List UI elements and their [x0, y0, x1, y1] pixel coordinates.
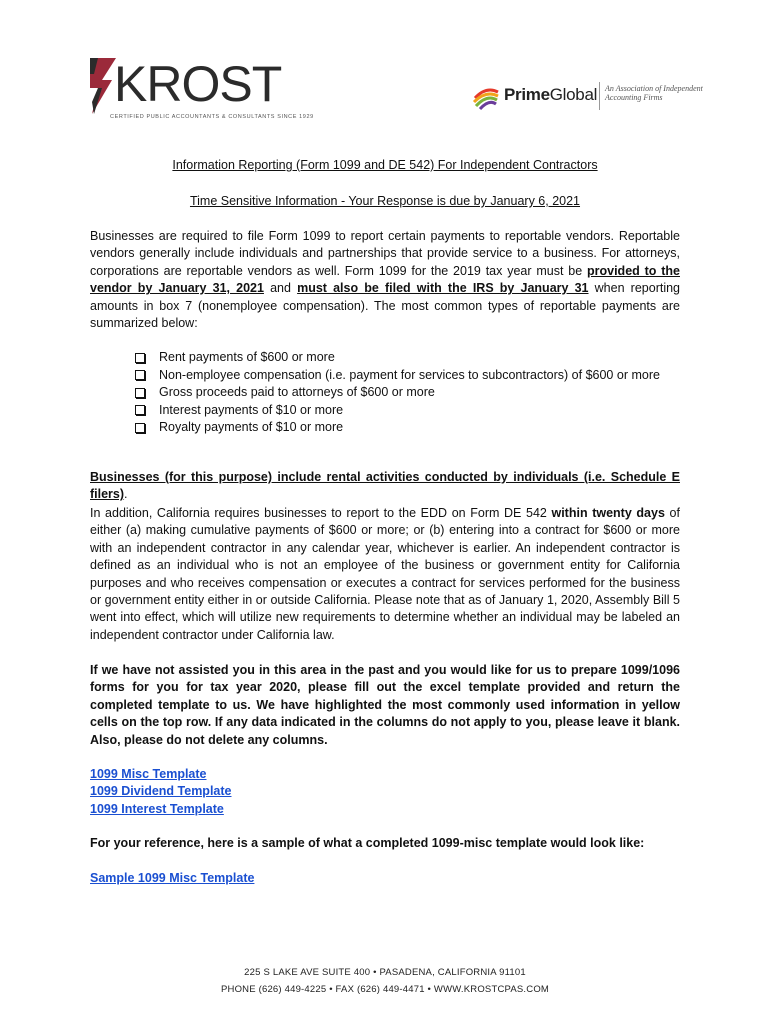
- checkbox-icon: [135, 370, 145, 380]
- primeglobal-divider: [599, 82, 600, 110]
- vendor-deadline: provided to the vendor by January 31, 2021: [90, 263, 680, 296]
- list-item: Gross proceeds paid to attorneys of $600 or more: [135, 384, 695, 402]
- footer-address: 225 S LAKE AVE SUITE 400 • PASADENA, CALIFORNIA 91101: [244, 967, 526, 978]
- list-item: Interest payments of $10 or more: [135, 402, 695, 420]
- link-1099-dividend-template[interactable]: 1099 Dividend Template: [90, 784, 232, 798]
- document-subtitle: Time Sensitive Information - Your Response is due by January 6, 2021: [189, 194, 581, 208]
- primeglobal-globe-icon: [472, 82, 500, 110]
- krost-wordmark: KROST: [114, 56, 282, 112]
- list-item: Non-employee compensation (i.e. payment for services to subcontractors) of $600 or more: [135, 367, 695, 385]
- document-title: Information Reporting (Form 1099 and DE 542) For Independent Contractors: [172, 158, 598, 172]
- footer-contact: PHONE (626) 449-4225 • FAX (626) 449-4471 • WWW.KROSTCPAS.COM: [220, 984, 550, 995]
- checkbox-icon: [135, 353, 145, 363]
- paragraph-california-de542: In addition, California requires businesses to report to the EDD on Form DE 542 within twenty days of either (a) making cumulative payments of $600 or more; or (b) entering into a contract for $600 or more with an independent contractor in any calendar year, whichever is earlier. An independent contractor is defined as an individual who is not an employee of the business or government entity for California purposes and who receives compensation or executes a contract for services performed for the business or government entity either in or outside California. Please note that as of January 1, 2020, Assembly Bill 5 went into effect, which will utilize new requirements to determine whether an individual may be labeled an independent contractor under California law.: [90, 506, 680, 642]
- primeglobal-logo: [472, 80, 702, 114]
- checkbox-icon: [135, 405, 145, 415]
- primeglobal-association: An Association of Independent Accounting Firms: [605, 84, 703, 102]
- checkbox-icon: [135, 423, 145, 433]
- krost-logo: [88, 56, 314, 124]
- list-item: Rent payments of $600 or more: [135, 349, 695, 367]
- checkbox-icon: [135, 388, 145, 398]
- list-item: Royalty payments of $10 or more: [135, 419, 695, 437]
- irs-deadline: must also be filed with the IRS by January 31: [297, 281, 589, 296]
- rental-activities-note: Businesses (for this purpose) include rental activities conducted by individuals (i.e. Schedule E filers).: [90, 470, 680, 502]
- payment-types-list: [135, 349, 695, 437]
- krost-tagline: CERTIFIED PUBLIC ACCOUNTANTS & CONSULTANTS SINCE 1929: [110, 114, 314, 120]
- reference-text: For your reference, here is a sample of what a completed 1099-misc template would look like:: [90, 836, 645, 850]
- link-1099-misc-template[interactable]: 1099 Misc Template: [90, 767, 207, 781]
- primeglobal-name: PrimeGlobal: [504, 85, 598, 104]
- paragraph-template-instructions: If we have not assisted you in this area in the past and you would like for us to prepare 1099/1096 forms for you for tax year 2020, please fill out the excel template provided and return the completed template to us. We have highlighted the most commonly used information in yellow cells on the top row. If any data indicated in the columns do not apply to you, please leave it blank. Also, please do not delete any columns.: [90, 663, 680, 747]
- link-sample-1099-misc-template[interactable]: Sample 1099 Misc Template: [90, 871, 255, 885]
- paragraph-reportable-vendors: Businesses are required to file Form 1099 to report certain payments to reportable vendors. Reportable vendors generally include individuals and partnerships that provide service to a business. For attorneys, corporations are reportable vendors as well. Form 1099 for the 2019 tax year must be provided to the vendor by January 31, 2021 and must also be filed with the IRS by January 31 when reporting amounts in box 7 (nonemployee compensation). The most common types of reportable payments are summarized below:: [90, 229, 681, 331]
- link-1099-interest-template[interactable]: 1099 Interest Template: [90, 802, 224, 816]
